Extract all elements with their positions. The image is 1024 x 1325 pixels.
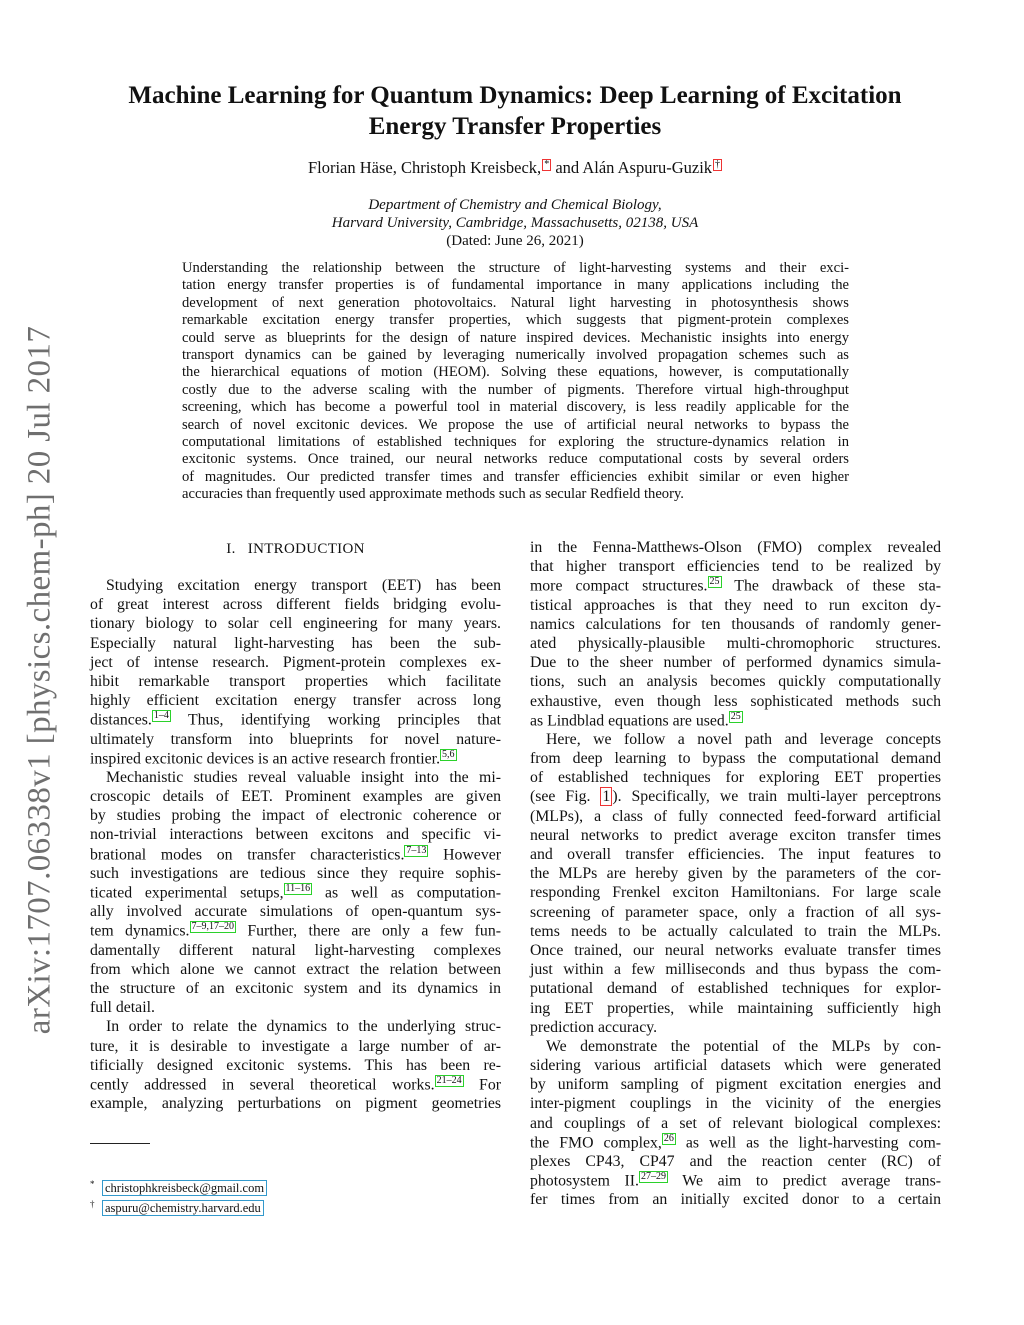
body-line (90, 710, 501, 729)
citation-link[interactable]: 1–4 (153, 710, 169, 722)
left-column (90, 538, 501, 1113)
body-line: (MLPs), a class of fully connected feed-forward artificial (530, 807, 941, 825)
body-line: inter-pigment couplings in the vicinity of the energies (530, 1095, 941, 1113)
body-line: exhaustive, even though less sophisticated methods such (530, 692, 941, 710)
body-line: of great interest across different fields bridging evolu- (90, 596, 501, 614)
body-line: putational demand of established techniques for explor- (530, 980, 941, 998)
body-line: highly efficient excitation energy transfer across long (90, 692, 501, 710)
body-line (530, 1171, 941, 1190)
text-run: ticated experimental setups, (90, 884, 284, 902)
text-run: photosystem II. (530, 1172, 639, 1190)
arxiv-id-text[interactable]: arXiv:1707.06338v1 [physics.chem-ph] 20 Jul 2017 (21, 325, 58, 1035)
citation-link[interactable]: 7–13 (406, 844, 427, 856)
body-line: In order to relate the dynamics to the underlying struc- (106, 1018, 501, 1036)
body-line: non-trivial interactions between excitons and specific vi- (90, 826, 501, 844)
body-line: from which alone we cannot extract the relation between (90, 960, 501, 978)
affiliation (80, 196, 950, 250)
footnotes (90, 1176, 267, 1216)
body-line: of established techniques for exploring EET properties (530, 769, 941, 787)
body-line: and overall transfer efficiencies. The input features to (530, 846, 941, 863)
abstract-line: excitonic systems. Once trained, our neural networks reduce computational costs by several orders (182, 451, 849, 468)
text-run: cently addressed in several theoretical works. (90, 1076, 435, 1094)
citation-link[interactable]: 5,6 (442, 748, 455, 760)
body-line: plexes CP43, CP47 and the reaction center (RC) of (530, 1153, 941, 1170)
body-line: Here, we follow a novel path and leverage concepts (546, 730, 941, 748)
body-line: ally involved accurate simulations of open-quantum sys- (90, 903, 501, 921)
email-link[interactable]: aspuru@chemistry.harvard.edu (102, 1200, 264, 1216)
body-line: tistical approaches is that they need to run exciton dy- (530, 596, 941, 614)
section-number: I. (226, 541, 236, 557)
body-line: We demonstrate the potential of the MLPs by con- (546, 1037, 941, 1055)
section-title: INTRODUCTION (247, 541, 365, 557)
body-line: that higher transport efficiencies tend to be realized by (530, 558, 941, 576)
body-line (530, 787, 941, 806)
abstract-line: accuracies than frequently used approximate methods such as secular Redfield theory. (182, 486, 684, 503)
body-line: tionary biology to solar cell engineering for many years. (90, 615, 501, 633)
body-line: Once trained, our neural networks evaluate transfer times (530, 941, 941, 959)
text-run: as Lindblad equations are used. (530, 711, 729, 729)
citation-link[interactable]: 26 (663, 1132, 674, 1144)
body-line (90, 921, 501, 940)
right-column (530, 538, 941, 1210)
body-line: damentally different natural light-harvesting complexes (90, 941, 501, 959)
body-line: by uniform sampling of pigment excitation energies and (530, 1076, 941, 1094)
citation-link[interactable]: 25 (709, 576, 720, 588)
citation-link[interactable]: 27–29 (640, 1171, 666, 1183)
text-run: Further, there are only a few fun- (236, 922, 501, 940)
text-run: We aim to predict average trans- (667, 1172, 941, 1190)
text-run: Thus, identifying working principles that (170, 711, 501, 729)
body-line (90, 1075, 501, 1094)
text-run: tem dynamics. (90, 922, 190, 940)
abstract-line: remarkable excitation energy transfer properties, which suggests that pigment-protein complexes (182, 312, 849, 329)
footnote-mark: † (90, 1199, 95, 1210)
body-line: Due to the sheer number of performed dynamics simula- (530, 654, 941, 672)
body-line: namics calculations for ten thousands of randomly gener- (530, 615, 941, 633)
figure-link[interactable]: 1 (602, 788, 611, 806)
email-link[interactable]: christophkreisbeck@gmail.com (102, 1180, 267, 1196)
text-run: (see Fig. (530, 788, 591, 806)
author-list (80, 158, 950, 178)
abstract-line: could serve as blueprints for the design of nature inspired devices. Mechanistic insights into energy (182, 329, 849, 346)
abstract (182, 260, 849, 503)
citation-link[interactable]: 21–24 (436, 1074, 462, 1086)
abstract-line: screening, which has become a powerful tool in material discovery, is less readily applicable for the (182, 399, 849, 416)
footnote-1 (90, 1176, 267, 1196)
text-run: The drawback of these sta- (721, 577, 942, 595)
footnote-mark: * (90, 1179, 95, 1189)
body-line: ated physically-plausible multi-chromophoric structures. (530, 634, 941, 652)
body-line: just within a few milliseconds and thus bypass the com- (530, 961, 941, 979)
abstract-line: transport dynamics can be gained by leveraging numerically involved propagation schemes such as (182, 346, 849, 363)
body-line (90, 749, 501, 768)
text-run: distances. (90, 711, 152, 729)
citation-link[interactable]: 7–9,17–20 (191, 921, 234, 933)
footnote-divider (90, 1143, 150, 1144)
body-line: such investigations are tedious since they require sophis- (90, 864, 501, 882)
body-line: Especially natural light-harvesting has been the sub- (90, 634, 501, 652)
abstract-line: development of next generation photovoltaics. Natural light harvesting in photosynthesis shows (182, 294, 849, 311)
dated-line: (Dated: June 26, 2021) (446, 233, 584, 249)
abstract-line: costly due to the adverse scaling with the number of pigments. Therefore virtual high-throughput (182, 381, 849, 398)
text-run: as well as computation- (312, 884, 501, 902)
text-run: ). Specifically, we train multi-layer perceptrons (612, 788, 942, 806)
body-line: tions, such an analysis becomes quickly computationally (530, 673, 941, 691)
body-line: full detail. (90, 999, 155, 1017)
body-line: hibit remarkable transport properties which facilitate (90, 672, 501, 690)
abstract-line: search of novel excitonic devices. We propose the use of artificial neural networks to bypass the (182, 416, 849, 433)
body-line: example, analyzing perturbations on pigment geometries (90, 1095, 501, 1113)
body-line (530, 1133, 941, 1152)
author-names-1: Florian Häse, Christoph Kreisbeck, (307, 158, 542, 177)
arxiv-side-stamp (10, 325, 70, 1035)
body-line: sidering various artificial datasets which were generated (530, 1057, 941, 1075)
abstract-line: the hierarchical equations of motion (HEOM). Solving these equations, however, is computationally (182, 364, 849, 381)
text-run: as well as the light-harvesting com- (675, 1134, 942, 1152)
text-run: inspired excitonic devices is an active research frontier. (90, 749, 441, 767)
body-line (530, 576, 941, 595)
body-line: by studies probing the impact of electronic coherence or (90, 807, 501, 825)
body-line: fer times from an initially excited donor to a certain (530, 1191, 941, 1209)
body-line: the structure of an excitonic system and its dynamics in (90, 979, 501, 997)
text-run: For (463, 1076, 501, 1094)
paper-title (80, 80, 950, 142)
body-line (90, 845, 501, 864)
body-line: in the Fenna-Matthews-Olson (FMO) complex revealed (530, 539, 941, 556)
body-line: screening of parameter space, only a fraction of all sys- (530, 903, 941, 921)
body-line: ture, it is desirable to investigate a large number of ar- (90, 1037, 501, 1055)
author-names-2: and Alán Aspuru-Guzik (551, 158, 713, 177)
body-line: tems needs to be actually calculated to train the MLPs. (530, 922, 941, 940)
citation-link[interactable]: 25 (730, 710, 741, 722)
body-line: responding Frenkel exciton Hamiltonians. For large scale (530, 884, 941, 902)
author-footnote-link-2[interactable]: † (715, 158, 721, 170)
body-line: ject of intense research. Pigment-protein complexes ex- (90, 653, 501, 671)
body-line: croscopic details of EET. Prominent examples are given (90, 788, 501, 806)
author-footnote-link-1[interactable]: * (544, 158, 550, 170)
body-line: Mechanistic studies reveal valuable insight into the mi- (106, 768, 501, 786)
title-line-2: Energy Transfer Properties (368, 113, 662, 140)
body-line: from deep learning to bypass the computational demand (530, 750, 941, 768)
abstract-line: Understanding the relationship between the structure of light-harvesting systems and their exci- (182, 260, 849, 276)
body-line: Studying excitation energy transport (EET) has been (106, 577, 501, 594)
abstract-line: tation energy transfer properties is of fundamental importance in many applications including the (182, 277, 849, 294)
body-line: prediction accuracy. (530, 1018, 658, 1036)
text-run: more compact structures. (530, 577, 708, 595)
body-line (530, 711, 941, 730)
abstract-line: computational limitations of established techniques for exploring the structure-dynamics relation in (182, 433, 849, 450)
affiliation-line-1: Department of Chemistry and Chemical Biology, (368, 197, 662, 213)
section-heading (90, 538, 501, 576)
affiliation-line-2: Harvard University, Cambridge, Massachusetts, 02138, USA (331, 215, 699, 231)
text-run: the FMO complex, (530, 1134, 662, 1152)
body-line: the MLPs are hereby given by the parameters of the cor- (530, 865, 941, 883)
text-run: brational modes on transfer characteristics. (90, 845, 405, 863)
citation-link[interactable]: 11–16 (285, 883, 311, 894)
body-line: neural networks to predict average exciton transfer times (530, 826, 941, 844)
abstract-line: of magnitudes. Our predicted transfer times and transfer efficiencies exhibit similar or even higher (182, 468, 849, 485)
body-line: and couplings of a set of relevant biological complexes: (530, 1114, 941, 1132)
body-line: ultimately transform into blueprints for novel nature- (90, 730, 501, 748)
body-line: ing EET properties, while maintaining sufficiently high (530, 999, 941, 1017)
text-run: However (428, 845, 501, 863)
body-line: tificially designed excitonic systems. This has been re- (90, 1056, 501, 1074)
footnote-2 (90, 1196, 267, 1216)
title-line-1: Machine Learning for Quantum Dynamics: Deep Learning of Excitation (128, 82, 902, 109)
body-line (90, 883, 501, 902)
